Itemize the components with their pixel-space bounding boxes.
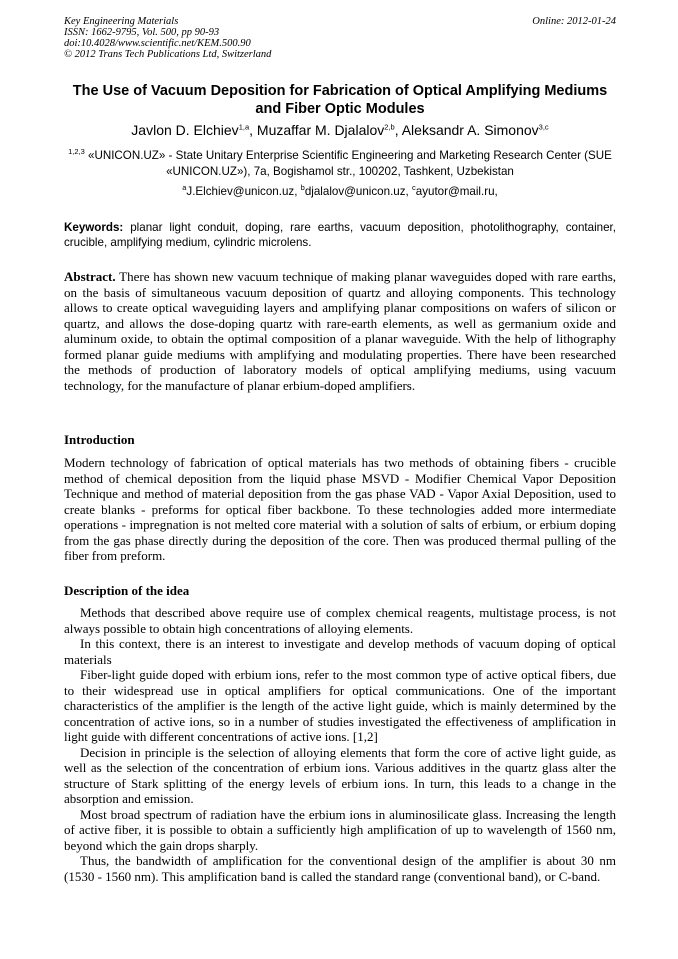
author-name: Aleksandr A. Simonov	[401, 122, 539, 138]
author-superscript: 2,b	[384, 122, 395, 132]
email-superscript: b	[300, 183, 305, 193]
author-superscript: 1,a	[238, 122, 250, 132]
affiliation	[64, 148, 616, 179]
paragraph: Most broad spectrum of radiation have the erbium ions in aluminosilicate glass. Increasing the length of active fiber, it is possible to obtain a sufficiently high amplification of up to wavelength of 1560 nm, beyond which the gain drops sharply.	[64, 806, 616, 853]
affiliation-text: «UNICON.UZ» - State Unitary Enterprise Scientific Engineering and Marketing Research Center (SUE «UNICON.UZ»), 7a, Bogishamol str., 100202, Tashkent, Uzbekistan	[88, 149, 612, 178]
affiliation-superscript: 1,2,3	[68, 147, 85, 157]
paragraph: Methods that described above require use of complex chemical reagents, multistage process, is not always possible to obtain high concentrations of alloying elements.	[64, 605, 616, 636]
copyright-line: © 2012 Trans Tech Publications Ltd, Switzerland	[64, 49, 272, 60]
abstract-text: There has shown new vacuum technique of making planar waveguides doped with rare earths, on the basis of simultaneous vacuum deposition of quartz and alloying components. This technology allows to create optical waveguiding layers and amplifying planar compositions on wafers of silicon or quartz, and allows the dose-doping quartz with rare-earth elements, as well as germanium oxide and aluminum oxide, to obtain the optimal composition of a planar waveguide. With the help of lithography formed planar guide mediums with amplifying and modulating properties. There have been researched the methods of production of laboratory models of optical amplifying mediums, using vacuum technology, for the manufacture of planar erbium-doped amplifiers.	[64, 269, 616, 393]
email-superscript: c	[412, 183, 416, 193]
description-heading: Description of the idea	[64, 583, 190, 598]
email-superscript: a	[182, 183, 187, 193]
introduction-text: Modern technology of fabrication of optical materials has two methods of obtaining fibers - crucible method of chemical deposition from the liquid phase MSVD - Modifier Chemical Vapor Deposition Technique and method of material deposition from the gas phase VAD - Vapor Axial Deposition, used to create blanks - preforms for optical fiber backbone. To these technologies added more intermediate operations - impregnation is not melted core material with a solution of salts of erbium, or erbium doping from the gas phase directly during the deposition of the core. Then was produced thermal pulling of the fiber from preform.	[64, 455, 616, 563]
paragraph: Fiber-light guide doped with erbium ions, refer to the most common type of active optical fibers, due to their widespread use in optical amplifiers for optical communications. One of the important characteristics of the amplifier is the length of the active light guide, which is mainly determined by the concentration of active ions, so in a number of studies investigated the effectiveness of amplification in light guide with different concentrations of active ions. [1,2]	[64, 667, 616, 744]
paragraph: In this context, there is an interest to investigate and develop methods of vacuum doping of optical materials	[64, 636, 616, 667]
online-date: Online: 2012-01-24	[532, 16, 616, 27]
email-address[interactable]: djalalov@unicon.uz,	[304, 185, 409, 198]
journal-name: Key Engineering Materials	[64, 16, 179, 27]
author-name: Muzaffar M. Djalalov	[256, 122, 385, 138]
author-list: Javlon D. Elchiev$^{1,a}$, Muzaffar M. Djalalov$^{2,b}$, Aleksandr A. Simonov$^{3,c}$	[131, 122, 549, 138]
abstract	[64, 269, 616, 393]
keywords	[64, 220, 616, 250]
author-superscript: 3,c	[538, 122, 549, 132]
email-list	[64, 184, 616, 199]
issn-line: ISSN: 1662-9795, Vol. 500, pp 90-93	[64, 27, 220, 38]
email-address[interactable]: ayutor@mail.ru,	[415, 185, 498, 198]
email-address[interactable]: J.Elchiev@unicon.uz,	[186, 185, 298, 198]
paragraph: Decision in principle is the selection of alloying elements that form the core of active light guide, as well as the selection of the concentration of erbium ions. Various additives in the quartz glass alter the structure of Stark splitting of the energy levels of erbium ions. In turn, this leads to a change in the absorption and emission.	[64, 744, 616, 806]
paragraph: Thus, the bandwidth of amplification for the conventional design of the amplifier is about 30 nm (1530 - 1560 nm). This amplification band is called the standard range (conventional band), or C-band.	[64, 853, 616, 884]
doi-line: doi:10.4028/www.scientific.net/KEM.500.90	[64, 38, 251, 49]
keywords-label: Keywords:	[64, 221, 124, 234]
abstract-label: Abstract.	[64, 269, 116, 284]
author-name: Javlon D. Elchiev	[131, 122, 239, 138]
paper-title: The Use of Vacuum Deposition for Fabrication of Optical Amplifying Mediums and Fiber Optic Modules	[72, 83, 608, 117]
introduction-heading: Introduction	[64, 432, 135, 447]
journal-header	[64, 16, 616, 60]
description-body	[64, 605, 616, 884]
keywords-text: planar light conduit, doping, rare earths, vacuum deposition, photolithography, container, crucible, amplifying medium, cylindric microlens.	[64, 221, 616, 249]
